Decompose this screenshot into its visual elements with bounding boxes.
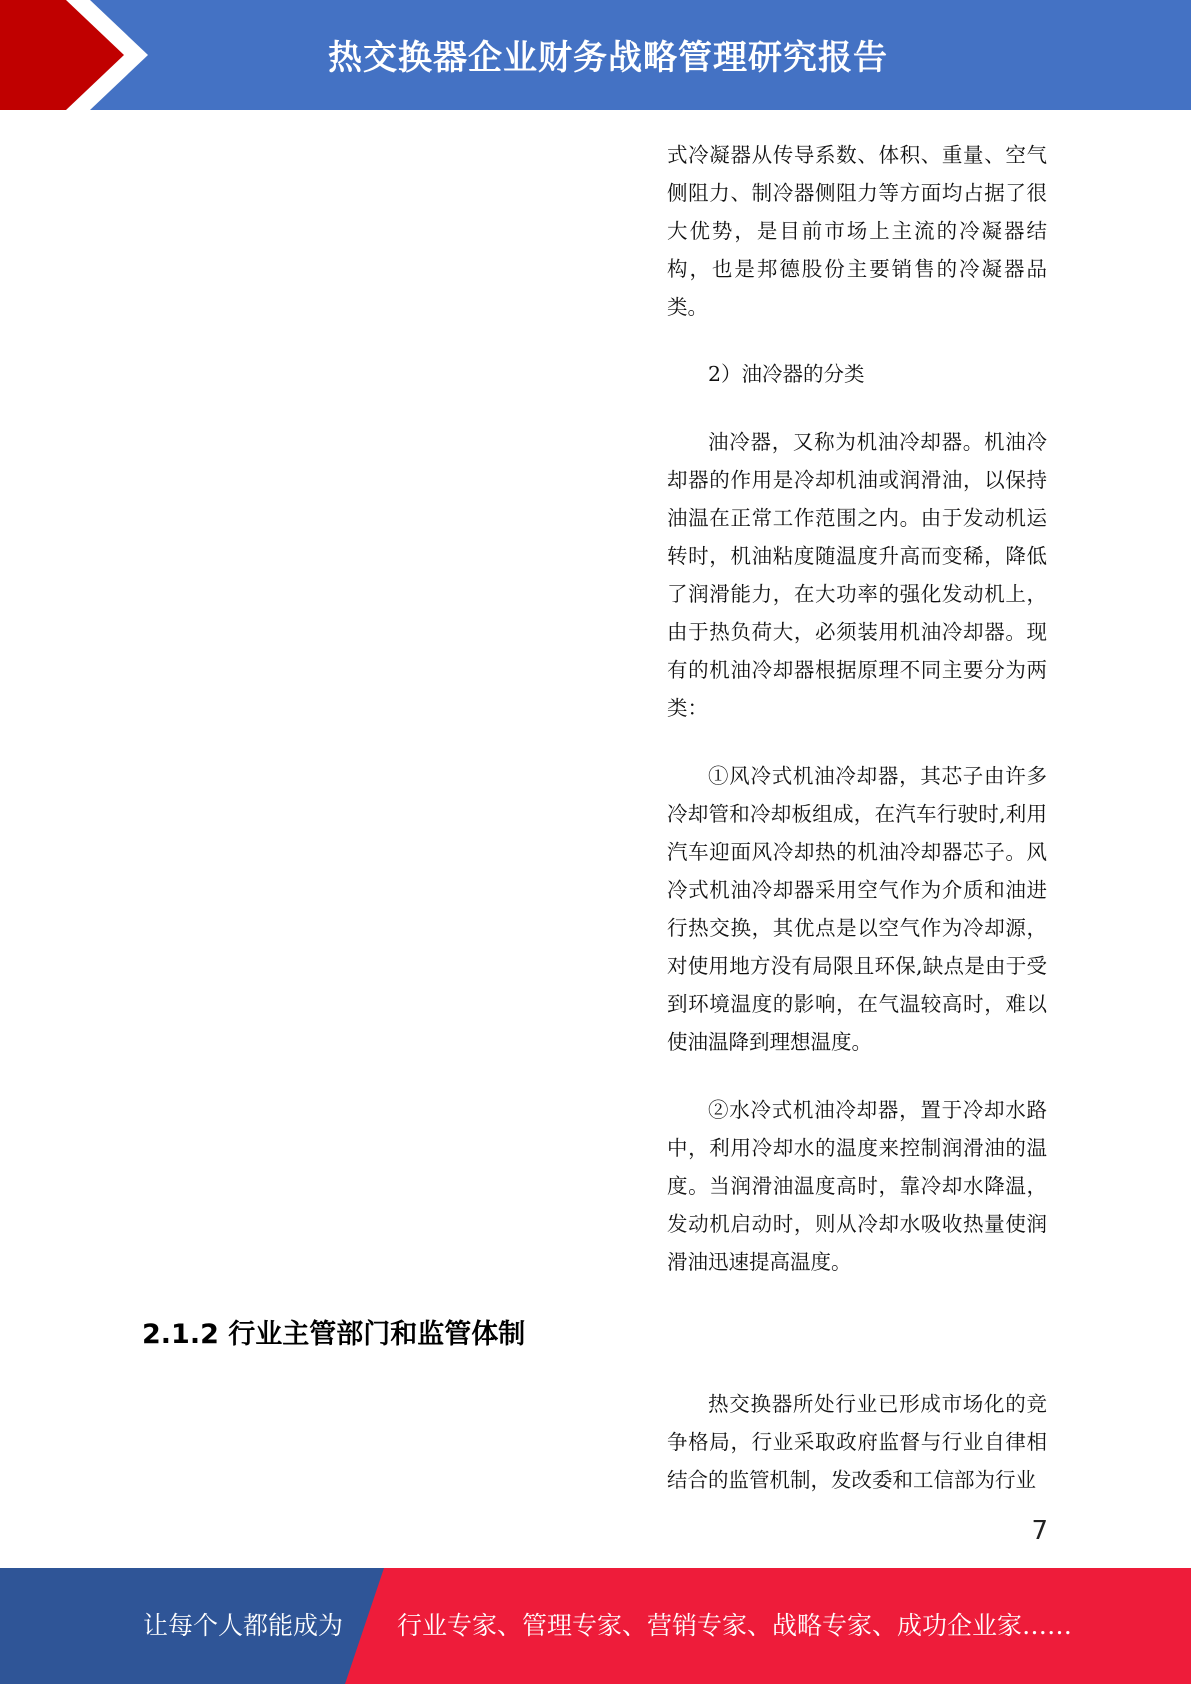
page-header (0, 0, 1191, 110)
paragraph-condenser-continuation: 式冷凝器从传导系数、体积、重量、空气侧阻力、制冷器侧阻力等方面均占据了很大优势，是目前市场上主流的冷凝器结构，也是邦德股份主要销售的冷凝器品类。 (667, 143, 1047, 319)
body-paragraph-5 (667, 1091, 1047, 1281)
paragraph-air-cooled: ①风冷式机油冷却器，其芯子由许多冷却管和冷却板组成，在汽车行驶时,利用汽车迎面风冷却热的机油冷却器芯子。风冷式机油冷却器采用空气作为介质和油进行热交换，其优点是以空气作为冷却源，对使用地方没有局限且环保,缺点是由于受到环境温度的影响，在气温较高时，难以使油温降到理想温度。 (667, 764, 1047, 1054)
body-paragraph-1 (667, 136, 1047, 326)
paragraph-water-cooled: ②水冷式机油冷却器，置于冷却水路中，利用冷却水的温度来控制润滑油的温度。当润滑油温度高时，靠冷却水降温，发动机启动时，则从冷却水吸收热量使润滑油迅速提高温度。 (667, 1098, 1047, 1274)
body-paragraph-4 (667, 757, 1047, 1061)
body-paragraph-3 (667, 423, 1047, 727)
paragraph-industry-regulation: 热交换器所处行业已形成市场化的竞争格局，行业采取政府监督与行业自律相结合的监管机制，发改委和工信部为行业 (667, 1392, 1047, 1492)
footer-slogan-left: 让每个人都能成为 (143, 1611, 344, 1640)
body-paragraph-6 (667, 1385, 1047, 1499)
footer-slogan-right: 行业专家、管理专家、营销专家、战略专家、成功企业家…… (397, 1611, 1073, 1640)
page-footer (0, 1568, 1191, 1684)
document-title: 热交换器企业财务战略管理研究报告 (328, 38, 888, 78)
page-number: 7 (1031, 1516, 1048, 1546)
paragraph-oil-cooler-intro: 油冷器，又称为机油冷却器。机油冷却器的作用是冷却机油或润滑油，以保持油温在正常工作范围之内。由于发动机运转时，机油粘度随温度升高而变稀，降低了润滑能力，在大功率的强化发动机上，由于热负荷大，必须装用机油冷却器。现有的机油冷却器根据原理不同主要分为两类： (667, 430, 1047, 720)
subheading-oil-cooler-classification: 2）油冷器的分类 (708, 362, 865, 386)
section-heading: 2.1.2 行业主管部门和监管体制 (142, 1319, 526, 1350)
body-paragraph-2 (667, 355, 1047, 393)
